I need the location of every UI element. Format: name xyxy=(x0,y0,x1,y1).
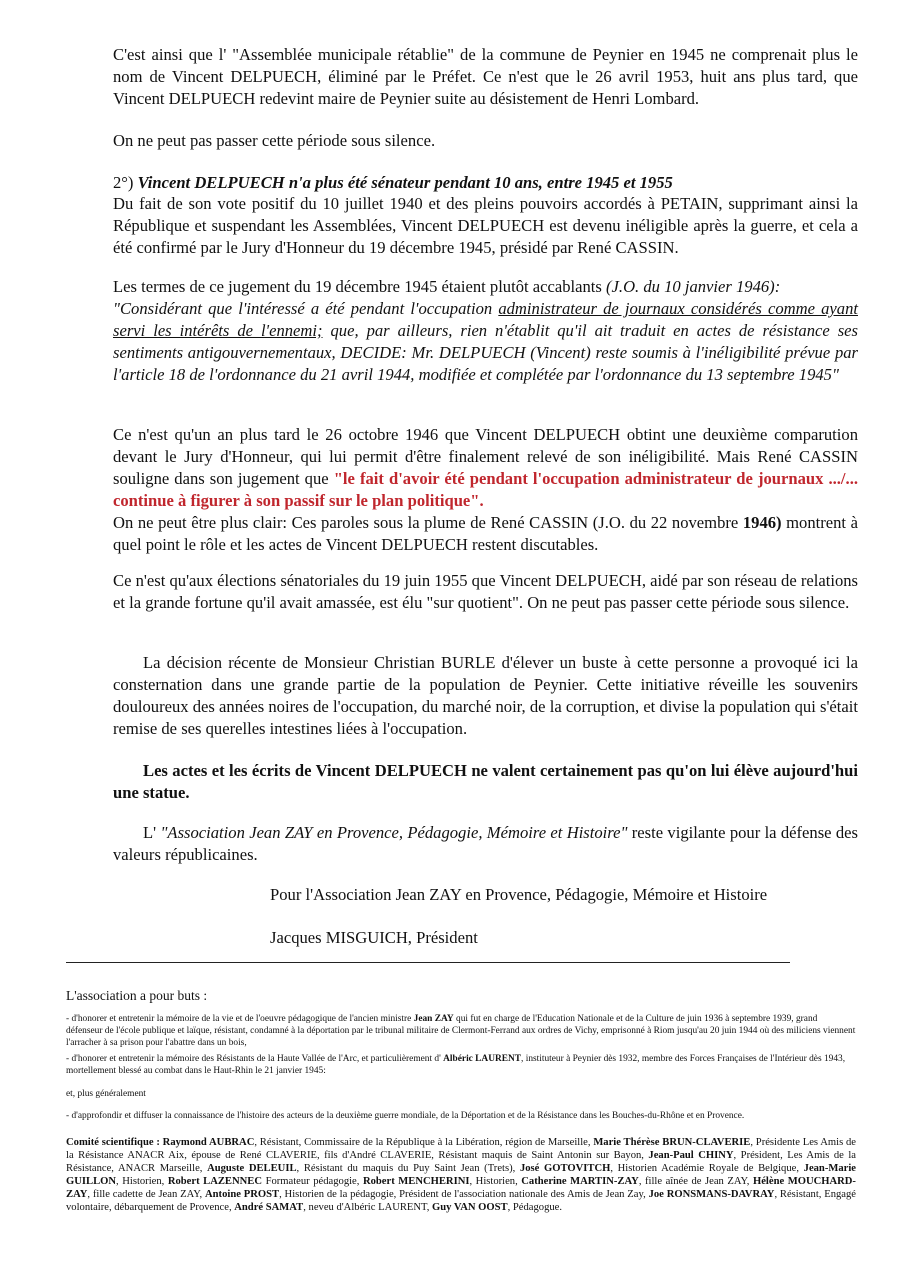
comite-text: , Résistant du maquis du Puy Saint Jean (Trets), xyxy=(296,1163,520,1174)
jo-reference: (J.O. du 10 janvier 1946): xyxy=(606,277,781,296)
paragraph-assemblee xyxy=(113,44,858,110)
paragraph-elections xyxy=(113,570,858,614)
paragraph-text: Les termes de ce jugement du 19 décembre 1945 étaient plutôt accablants xyxy=(113,277,607,296)
comite-member-name: André SAMAT xyxy=(234,1202,304,1213)
paragraph-text: Du fait de son vote positif du 10 juillet 1940 et des pleins pouvoirs accordés à PETAIN, supprimant ainsi la République et suspendant les Assemblées, Vincent DELPUECH est devenu inéligible après la guerre, et cela a été confirmé par le Jury d'Honneur du 19 décembre 1945, présidé par René CASSIN. xyxy=(113,194,858,257)
signature-text: Pour l'Association Jean ZAY en Provence, Pédagogie, Mémoire et Histoire xyxy=(270,885,768,904)
but-text: qui fut en charge de l'Education Nationale et de la Culture de juin 1936 à septembre 1939, grand défenseur de l'école publique et laïque, résistant, condamné à la déportation par le tribunal militaire de Clermont-Ferrand aux ordres de Vichy, emprisonné à Riom jusqu'au 20 juin 1944 où des miliciens viennent l'arracher à sa prison pour l'abattre dans un bois, xyxy=(66,1014,856,1048)
comite-member-name: Robert LAZENNEC xyxy=(167,1176,263,1187)
comite-member-name: José GOTOVITCH xyxy=(519,1163,611,1174)
red-quote: "le fait d'avoir été pendant l'occupation administrateur de journaux .../... continue à figurer à son passif sur le plan politique". xyxy=(113,469,858,510)
comite-member-name: Jean-Marie GUILLON xyxy=(66,1163,856,1187)
comite-text: , fille cadette de Jean ZAY, xyxy=(87,1189,206,1200)
comite-text: , neveu d'Albéric LAURENT, xyxy=(303,1202,433,1213)
heading-number: 2°) xyxy=(113,173,138,192)
but-jean-zay xyxy=(66,1013,856,1049)
comite-member-name: Antoine PROST xyxy=(205,1189,280,1200)
comite-member-name: Robert MENCHERINI xyxy=(362,1176,470,1187)
signature-text: Jacques MISGUICH, Président xyxy=(270,928,478,947)
divider xyxy=(66,962,790,963)
quote-text: "Considérant que l'intéressé a été pendant l'occupation xyxy=(113,299,499,318)
comite-member-name: Guy VAN OOST xyxy=(432,1202,508,1213)
comite-member-name: Catherine MARTIN-ZAY xyxy=(521,1176,639,1187)
signature-president xyxy=(270,927,870,949)
comite-text: , Historien Académie Royale de Belgique, xyxy=(610,1163,804,1174)
paragraph-vigilance xyxy=(113,822,858,866)
comite-text: , Résistant, Engagé volontaire, débarquement de Provence, xyxy=(66,1189,857,1213)
paragraph-text: Les actes et les écrits de Vincent DELPUECH ne valent certainement pas qu'on lui élève aujourd'hui une statue. xyxy=(113,761,858,802)
year-bold: 1946) xyxy=(742,513,782,532)
buts-title xyxy=(66,988,207,1004)
but-bold-name: Albéric LAURENT xyxy=(443,1054,522,1064)
comite-text: , Historien, xyxy=(116,1176,168,1187)
comite-text: , Historien de la pédagogie, Président de l'association nationale des Amis de Jean Zay, xyxy=(279,1189,649,1200)
but-text: et, plus généralement xyxy=(66,1089,146,1099)
paragraph-text: La décision récente de Monsieur Christian BURLE d'élever un buste à cette personne a provoqué ici la consternation dans une grande partie de la population de Peynier. Cette initiative réveille les souvenirs douloureux des années noires de l'occupation, du marché noir, de la corruption, et divise la population qui s'était remise de ses querelles intestines liées à l'occupation. xyxy=(113,653,858,738)
comite-scientifique xyxy=(66,1136,856,1214)
comite-text: , Historien, xyxy=(469,1176,522,1187)
buts-title-text: L'association a pour buts : xyxy=(66,988,208,1003)
quote-text: que, par ailleurs, rien n'établit qu'il ait traduit en actes de résistance ses sentiments antigouvernementaux, DECIDE: Mr. DELPUECH (Vincent) reste soumis à l'inéligibilité prévue par l'article 18 de l'ordonnance du 21 avril 1944, modifiée et complétée par l'ordonnance du 13 septembre 1945" xyxy=(113,321,858,384)
but-text: - d'honorer et entretenir la mémoire de la vie et de l'oeuvre pédagogique de l'ancien ministre xyxy=(66,1014,414,1024)
quote-underlined: administrateur de journaux considérés comme ayant servi les intérêts de l'ennemi; xyxy=(113,299,858,340)
comite-member-name: Marie Thérèse BRUN-CLAVERIE xyxy=(593,1137,751,1148)
comite-member-name: Raymond AUBRAC xyxy=(162,1137,255,1148)
paragraph-text: Ce n'est qu'un an plus tard le 26 octobre 1946 que Vincent DELPUECH obtint une deuxième comparution devant le Jury d'Honneur, qui lui permit d'être finalement relevé de son inéligibilité. Mais René CASSIN souligne dans son jugement que xyxy=(113,425,858,488)
paragraph-text: Ce n'est qu'aux élections sénatoriales du 19 juin 1955 que Vincent DELPUECH, aidé par son réseau de relations et la grande fortune qu'il avait amassée, est élu "sur quotient". On ne peut pas passer cette période sous silence. xyxy=(113,571,858,612)
paragraph-text: reste vigilante pour la défense des valeurs républicaines. xyxy=(113,823,858,864)
paragraph-text: L' xyxy=(143,823,161,842)
paragraph-buste xyxy=(113,652,858,740)
comite-text: , Présidente Les Amis de la Résistance ANACR Aix, épouse de René CLAVERIE, fils d'André CLAVERIE, Résistant maquis de Saint Antonin sur Bayon, xyxy=(66,1137,856,1161)
signature-association xyxy=(270,884,870,906)
paragraph-petain-vote xyxy=(113,193,858,259)
comite-text: , Président, Les Amis de la Résistance, ANACR Marseille, xyxy=(66,1150,856,1174)
but-histoire xyxy=(66,1110,856,1122)
paragraph-text: On ne peut être plus clair: Ces paroles sous la plume de René CASSIN (J.O. du 22 novembre xyxy=(113,513,743,532)
comite-text: , Résistant, Commissaire de la République à la Libération, région de Marseille, xyxy=(254,1137,594,1148)
association-name: "Association Jean ZAY en Provence, Pédagogie, Mémoire et Histoire" xyxy=(160,823,628,842)
comite-member-name: Jean-Paul CHINY xyxy=(648,1150,734,1161)
comite-member-name: Hélène MOUCHARD-ZAY xyxy=(66,1176,856,1200)
but-laurent xyxy=(66,1053,856,1077)
but-separator xyxy=(66,1088,856,1100)
paragraph-text: On ne peut pas passer cette période sous silence. xyxy=(113,131,436,150)
comite-text: Formateur pédagogie, xyxy=(262,1176,363,1187)
comite-member-name: Joe RONSMANS-DAVRAY xyxy=(648,1189,775,1200)
but-text: - d'honorer et entretenir la mémoire des Résistants de la Haute Vallée de l'Arc, et particulièrement d' xyxy=(66,1054,444,1064)
section-heading xyxy=(113,172,858,194)
paragraph-text: C'est ainsi que l' "Assemblée municipale rétablie" de la commune de Peynier en 1945 ne comprenait plus le nom de Vincent DELPUECH, éliminé par le Préfet. Ce n'est que le 26 avril 1953, huit ans plus tard, que Vincent DELPUECH redevint maire de Peynier suite au désistement de Henri Lombard. xyxy=(113,45,858,108)
paragraph-jugement xyxy=(113,276,858,386)
but-bold-name: Jean ZAY xyxy=(413,1014,454,1024)
paragraph-comparution xyxy=(113,424,858,556)
paragraph-silence-1 xyxy=(113,130,858,152)
paragraph-conclusion xyxy=(113,760,858,804)
but-text: , instituteur à Peynier dès 1932, membre des Forces Françaises de l'Intérieur dès 1943, mortellement blessé au combat dans le Haut-Rhin le 21 janvier 1945: xyxy=(66,1054,846,1076)
comite-text: , fille aînée de Jean ZAY, xyxy=(638,1176,753,1187)
comite-member-name: Auguste DELEUIL xyxy=(207,1163,297,1174)
heading-text: Vincent DELPUECH n'a plus été sénateur pendant 10 ans, entre 1945 et 1955 xyxy=(137,173,673,192)
comite-text: , Pédagogue. xyxy=(507,1202,563,1213)
paragraph-text: montrent à quel point le rôle et les actes de Vincent DELPUECH restent discutables. xyxy=(113,513,858,554)
comite-member-name: Comité scientifique : xyxy=(66,1137,163,1148)
but-text: - d'approfondir et diffuser la connaissance de l'histoire des acteurs de la deuxième guerre mondiale, de la Déportation et de la Résistance dans les Bouches-du-Rhône et en Provence. xyxy=(66,1111,745,1121)
